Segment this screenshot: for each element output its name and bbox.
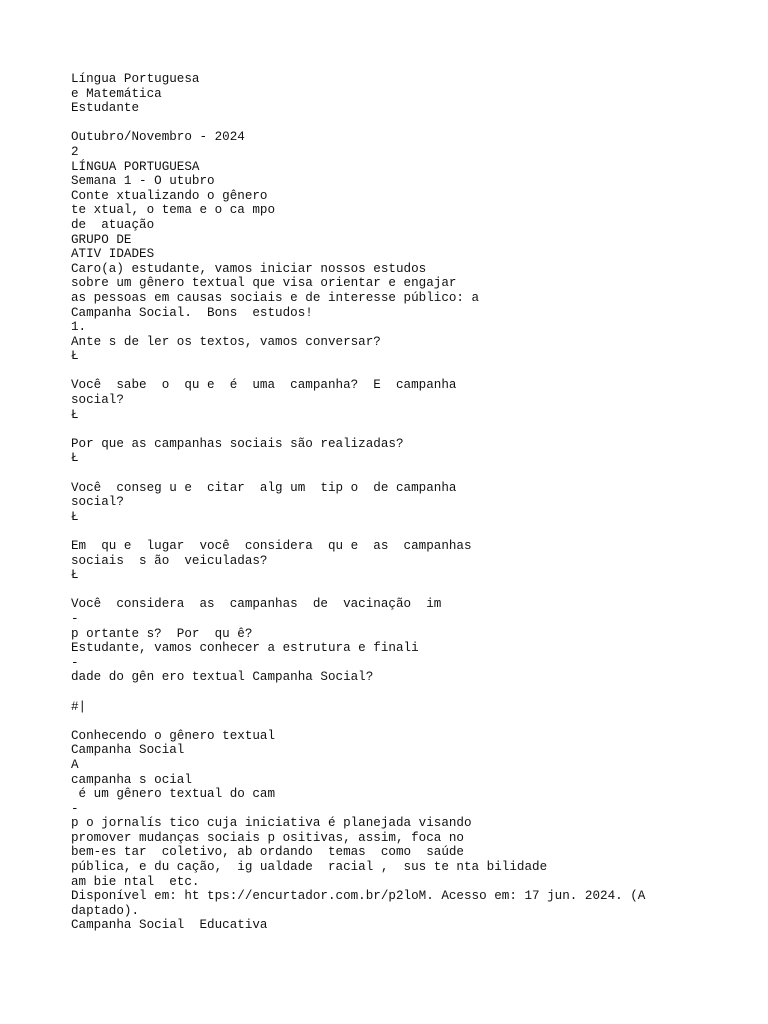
text-line: - bbox=[71, 611, 79, 626]
text-line: sobre um gênero textual que visa orientar e engajar bbox=[71, 276, 457, 291]
text-line: - bbox=[71, 801, 79, 816]
text-line bbox=[71, 466, 751, 481]
text-line: Você sabe o qu e é uma campanha? E campanha bbox=[71, 378, 457, 393]
text-line: Por que as campanhas sociais são realizadas? bbox=[71, 436, 404, 451]
text-line: A bbox=[71, 757, 79, 772]
text-line bbox=[71, 714, 751, 729]
text-line: Outubro/Novembro - 2024 bbox=[71, 130, 245, 145]
text-line: Ante s de ler os textos, vamos conversar? bbox=[71, 334, 381, 349]
text-line: GRUPO DE bbox=[71, 232, 132, 247]
text-line: 2 bbox=[71, 144, 79, 159]
text-line: Em qu e lugar você considera qu e as campanhas bbox=[71, 539, 472, 553]
text-line bbox=[71, 422, 751, 437]
text-line: Língua Portuguesa bbox=[71, 72, 200, 86]
text-line: Estudante bbox=[71, 101, 140, 116]
text-line: Campanha Social bbox=[71, 743, 185, 758]
text-line: pública, e du cação, ig ualdade racial , sus te nta bilidade bbox=[71, 860, 548, 875]
text-line bbox=[71, 524, 751, 539]
text-line bbox=[71, 116, 751, 131]
text-line: Ł bbox=[71, 407, 79, 422]
text-line: Você considera as campanhas de vacinação im bbox=[71, 597, 442, 612]
text-line: promover mudanças sociais p ositivas, assim, foca no bbox=[71, 830, 464, 845]
text-line: Semana 1 - O utubro bbox=[71, 174, 215, 189]
text-line bbox=[71, 583, 751, 598]
text-line: daptado). bbox=[71, 903, 140, 918]
text-line: LÍNGUA PORTUGUESA bbox=[71, 159, 200, 174]
text-line: te xtual, o tema e o ca mpo bbox=[71, 203, 276, 218]
text-line: e Matemática bbox=[71, 86, 162, 101]
text-line: campanha s ocial bbox=[71, 772, 192, 787]
text-line: Ł bbox=[71, 568, 79, 583]
text-line: é um gênero textual do cam bbox=[71, 787, 276, 802]
text-line: Ł bbox=[71, 451, 79, 466]
text-line bbox=[71, 364, 751, 379]
text-line: Campanha Social. Bons estudos! bbox=[71, 305, 313, 320]
text-line: as pessoas em causas sociais e de interesse público: a bbox=[71, 290, 480, 305]
text-line: Campanha Social Educativa bbox=[71, 918, 268, 933]
text-line: Estudante, vamos conhecer a estrutura e finali bbox=[71, 641, 419, 656]
text-line: 1. bbox=[71, 320, 87, 335]
text-line: de atuação bbox=[71, 217, 155, 232]
text-line: bem-es tar coletivo, ab ordando temas como saúde bbox=[71, 845, 464, 860]
text-line: #| bbox=[71, 699, 87, 714]
text-line: Caro(a) estudante, vamos iniciar nossos estudos bbox=[71, 261, 427, 276]
text-line: - bbox=[71, 655, 79, 670]
text-line bbox=[71, 685, 751, 700]
text-line: p o jornalís tico cuja iniciativa é planejada visando bbox=[71, 816, 472, 831]
text-line: am bie ntal etc. bbox=[71, 874, 200, 889]
text-line: ATIV IDADES bbox=[71, 247, 155, 262]
text-line: dade do gên ero textual Campanha Social? bbox=[71, 670, 374, 685]
text-line: Você conseg u e citar alg um tip o de campanha bbox=[71, 480, 457, 495]
text-line: Disponível em: ht tps://encurtador.com.br/p2loM. Acesso em: 17 jun. 2024. (A bbox=[71, 889, 646, 904]
text-line: Ł bbox=[71, 509, 79, 524]
text-line: sociais s ão veiculadas? bbox=[71, 553, 268, 568]
text-line: Ł bbox=[71, 349, 79, 364]
text-line: Conte xtualizando o gênero bbox=[71, 188, 268, 203]
document-body bbox=[71, 72, 751, 933]
text-line: p ortante s? Por qu ê? bbox=[71, 626, 253, 641]
text-line: social? bbox=[71, 495, 124, 510]
text-line: social? bbox=[71, 393, 124, 408]
text-line: Conhecendo o gênero textual bbox=[71, 728, 276, 743]
